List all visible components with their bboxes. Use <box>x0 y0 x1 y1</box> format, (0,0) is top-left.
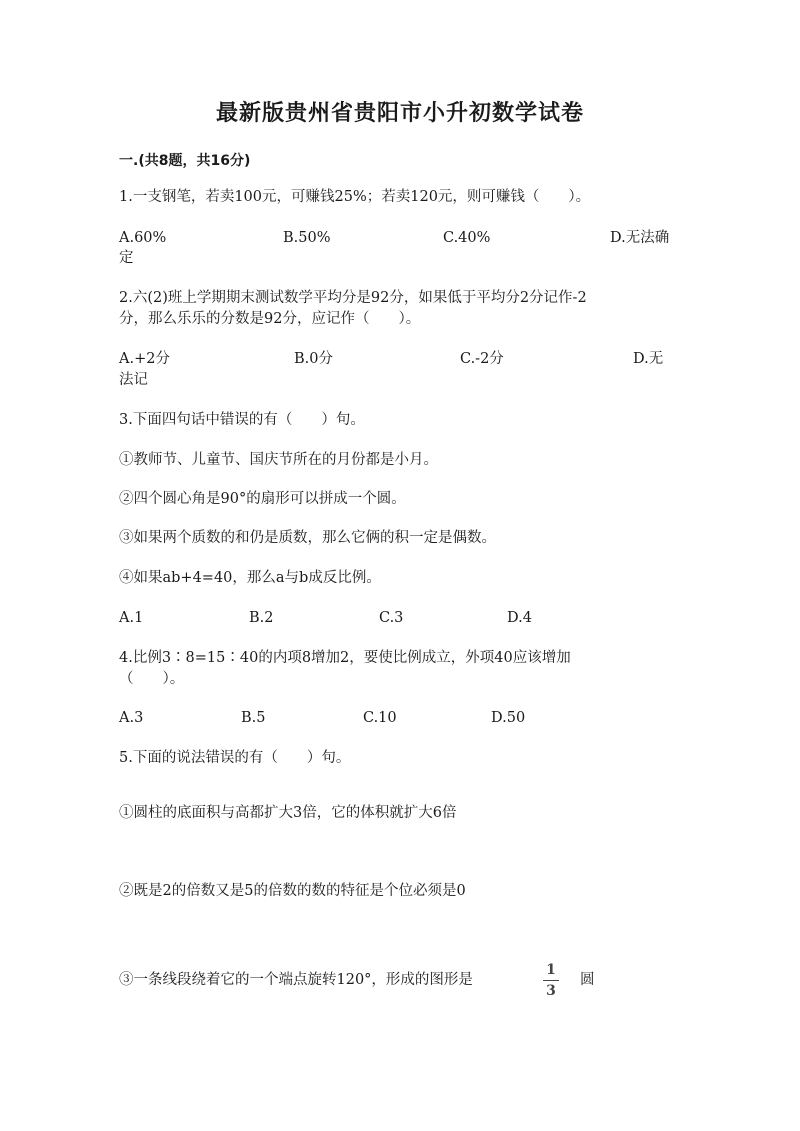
q2-option-c: C.-2分 <box>460 351 504 367</box>
q1-stem: 1.一支钢笔，若卖100元，可赚钱25%；若卖120元，则可赚钱（ ）。 <box>119 189 591 205</box>
q4-option-c: C.10 <box>363 710 397 726</box>
q3-statement-2: ②四个圆心角是90°的扇形可以拼成一个圆。 <box>119 491 406 507</box>
q5-stem: 5.下面的说法错误的有（ ）句。 <box>119 750 351 766</box>
q2-option-d-wrap: 法记 <box>119 372 148 388</box>
q3-option-d: D.4 <box>507 610 532 626</box>
q5-statement-3-tail: 圆 <box>580 972 595 988</box>
q5-statement-1: ①圆柱的底面积与高都扩大3倍，它的体积就扩大6倍 <box>119 805 457 821</box>
q1-option-b: B.50% <box>283 230 331 246</box>
q4-option-a: A.3 <box>119 710 144 726</box>
q1-option-a: A.60% <box>119 230 167 246</box>
q3-statement-3: ③如果两个质数的和仍是质数，那么它俩的积一定是偶数。 <box>119 530 496 546</box>
q1-option-d: D.无法确 <box>610 230 670 246</box>
q3-option-a: A.1 <box>119 610 144 626</box>
q2-option-d: D.无 <box>633 351 664 367</box>
fraction-bar <box>543 980 559 981</box>
q3-stem: 3.下面四句话中错误的有（ ）句。 <box>119 412 365 428</box>
q2-stem-line2: 分，那么乐乐的分数是92分，应记作（ ）。 <box>119 311 421 327</box>
q5-statement-2: ②既是2的倍数又是5的倍数的数的特征是个位必须是0 <box>119 883 466 899</box>
section-heading: 一.(共8题，共16分) <box>119 153 251 169</box>
q4-stem-line1: 4.比例3∶8=15∶40的内项8增加2，要使比例成立，外项40应该增加 <box>119 650 571 666</box>
q3-statement-4: ④如果ab+4=40，那么a与b成反比例。 <box>119 570 381 586</box>
q3-option-c: C.3 <box>379 610 404 626</box>
fraction-numerator: 1 <box>546 962 556 978</box>
q4-stem-line2: （ ）。 <box>119 671 185 687</box>
q3-option-b: B.2 <box>249 610 274 626</box>
q1-option-c: C.40% <box>443 230 491 246</box>
q2-stem-line1: 2.六(2)班上学期期末测试数学平均分是92分，如果低于平均分2分记作-2 <box>119 290 587 306</box>
q2-option-b: B.0分 <box>294 351 333 367</box>
fraction-one-third <box>543 962 559 999</box>
q4-option-b: B.5 <box>241 710 266 726</box>
q5-statement-3: ③一条线段绕着它的一个端点旋转120°，形成的图形是 <box>119 972 473 988</box>
q4-option-d: D.50 <box>491 710 526 726</box>
page-title: 最新版贵州省贵阳市小升初数学试卷 <box>215 101 584 126</box>
fraction-denominator: 3 <box>546 983 556 999</box>
q2-option-a: A.+2分 <box>119 351 170 367</box>
q1-option-d-wrap: 定 <box>119 250 134 266</box>
q3-statement-1: ①教师节、儿童节、国庆节所在的月份都是小月。 <box>119 452 438 468</box>
